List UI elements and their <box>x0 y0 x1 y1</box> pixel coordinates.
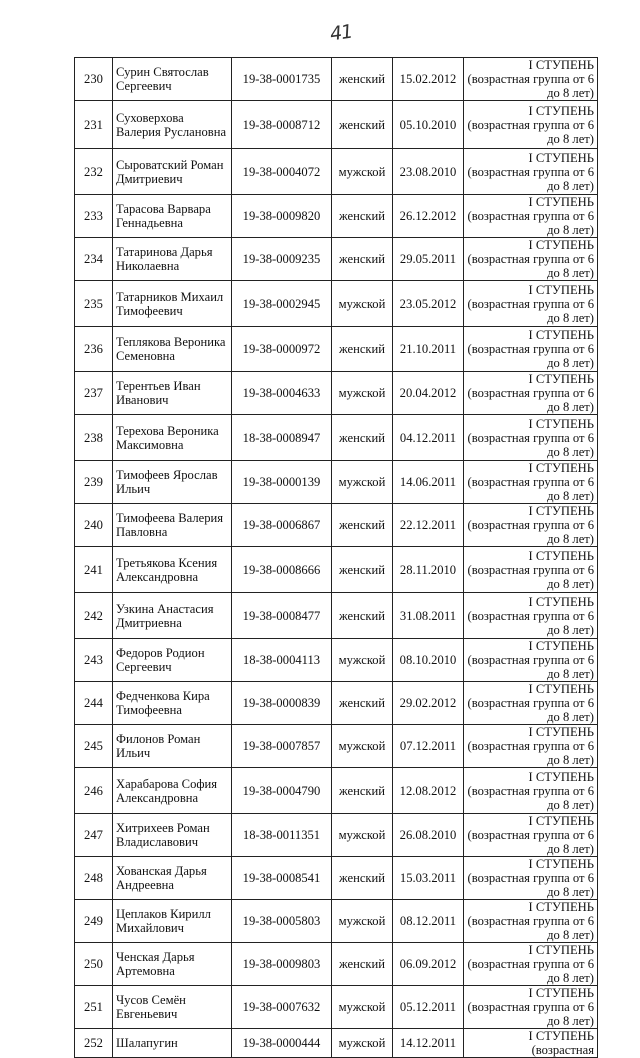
participant-id: 19-38-0007632 <box>232 986 332 1029</box>
table-row <box>75 593 598 639</box>
birth-date: 04.12.2011 <box>393 415 464 461</box>
table-row <box>75 415 598 461</box>
participant-gender: женский <box>332 768 393 814</box>
participant-id: 18-38-0004113 <box>232 639 332 682</box>
level-label: I СТУПЕНЬ (возрастная группа от 6 до 8 лет) <box>464 372 598 415</box>
participant-name: Федоров Родион Сергеевич <box>113 639 232 682</box>
level-label: I СТУПЕНЬ (возрастная группа от 6 до 8 лет) <box>464 149 598 195</box>
participant-id: 19-38-0006867 <box>232 504 332 547</box>
row-number: 233 <box>75 195 113 238</box>
participant-gender: мужской <box>332 639 393 682</box>
table-row <box>75 547 598 593</box>
row-number: 247 <box>75 814 113 857</box>
birth-date: 07.12.2011 <box>393 725 464 768</box>
participant-name: Теплякова Вероника Семеновна <box>113 327 232 372</box>
participant-id: 19-38-0008477 <box>232 593 332 639</box>
level-label: I СТУПЕНЬ (возрастная группа от 6 до 8 лет) <box>464 504 598 547</box>
participant-name: Терентьев Иван Иванович <box>113 372 232 415</box>
level-label: I СТУПЕНЬ (возрастная группа от 6 до 8 лет) <box>464 725 598 768</box>
participant-name: Филонов Роман Ильич <box>113 725 232 768</box>
row-number: 240 <box>75 504 113 547</box>
level-label: I СТУПЕНЬ (возрастная группа от 6 до 8 лет) <box>464 327 598 372</box>
participant-gender: женский <box>332 857 393 900</box>
table-row <box>75 900 598 943</box>
participant-name: Тарасова Варвара Геннадьевна <box>113 195 232 238</box>
participant-name: Сыроватский Роман Дмитриевич <box>113 149 232 195</box>
row-number: 249 <box>75 900 113 943</box>
participant-name: Татарников Михаил Тимофеевич <box>113 281 232 327</box>
birth-date: 08.12.2011 <box>393 900 464 943</box>
row-number: 248 <box>75 857 113 900</box>
participant-name: Суховерхова Валерия Руслановна <box>113 101 232 149</box>
table-row <box>75 504 598 547</box>
level-label: I СТУПЕНЬ (возрастная группа от 6 до 8 лет) <box>464 768 598 814</box>
level-label: I СТУПЕНЬ (возрастная группа от 6 до 8 лет) <box>464 857 598 900</box>
table-row <box>75 814 598 857</box>
participant-name: Хованская Дарья Андреевна <box>113 857 232 900</box>
participant-gender: женский <box>332 327 393 372</box>
birth-date: 05.12.2011 <box>393 986 464 1029</box>
row-number: 252 <box>75 1029 113 1058</box>
participant-gender: мужской <box>332 149 393 195</box>
participant-gender: мужской <box>332 814 393 857</box>
participant-id: 19-38-0004633 <box>232 372 332 415</box>
participant-gender: женский <box>332 682 393 725</box>
birth-date: 22.12.2011 <box>393 504 464 547</box>
table-row <box>75 58 598 101</box>
birth-date: 31.08.2011 <box>393 593 464 639</box>
participant-name: Чусов Семён Евгеньевич <box>113 986 232 1029</box>
participant-gender: женский <box>332 238 393 281</box>
participant-gender: женский <box>332 593 393 639</box>
birth-date: 12.08.2012 <box>393 768 464 814</box>
row-number: 236 <box>75 327 113 372</box>
table-row <box>75 149 598 195</box>
participant-name: Харабарова София Александровна <box>113 768 232 814</box>
row-number: 245 <box>75 725 113 768</box>
participant-name: Тимофеева Валерия Павловна <box>113 504 232 547</box>
participant-name: Ченская Дарья Артемовна <box>113 943 232 986</box>
level-label: I СТУПЕНЬ (возрастная группа от 6 до 8 лет) <box>464 461 598 504</box>
table-row <box>75 461 598 504</box>
participant-id: 19-38-0009820 <box>232 195 332 238</box>
row-number: 244 <box>75 682 113 725</box>
participant-id: 19-38-0000139 <box>232 461 332 504</box>
participant-id: 19-38-0009803 <box>232 943 332 986</box>
level-label: I СТУПЕНЬ (возрастная группа от 6 до 8 лет) <box>464 900 598 943</box>
birth-date: 06.09.2012 <box>393 943 464 986</box>
level-label: I СТУПЕНЬ (возрастная группа от 6 до 8 лет) <box>464 101 598 149</box>
birth-date: 26.12.2012 <box>393 195 464 238</box>
participant-id: 19-38-0001735 <box>232 58 332 101</box>
table-row <box>75 725 598 768</box>
participant-gender: мужской <box>332 986 393 1029</box>
level-label: I СТУПЕНЬ (возрастная группа от 6 до 8 лет) <box>464 195 598 238</box>
level-label: I СТУПЕНЬ (возрастная группа от 6 до 8 лет) <box>464 547 598 593</box>
row-number: 241 <box>75 547 113 593</box>
table-row <box>75 768 598 814</box>
row-number: 235 <box>75 281 113 327</box>
birth-date: 23.08.2010 <box>393 149 464 195</box>
participant-id: 19-38-0000444 <box>232 1029 332 1058</box>
participants-table <box>74 57 598 1058</box>
participant-name: Цеплаков Кирилл Михайлович <box>113 900 232 943</box>
participant-name: Сурин Святослав Сергеевич <box>113 58 232 101</box>
participant-gender: женский <box>332 415 393 461</box>
table-row <box>75 327 598 372</box>
level-label: I СТУПЕНЬ (возрастная группа от 6 до 8 лет) <box>464 238 598 281</box>
row-number: 230 <box>75 58 113 101</box>
row-number: 243 <box>75 639 113 682</box>
level-label: I СТУПЕНЬ (возрастная группа от 6 до 8 лет) <box>464 281 598 327</box>
participant-id: 18-38-0008947 <box>232 415 332 461</box>
row-number: 239 <box>75 461 113 504</box>
table-row <box>75 372 598 415</box>
participant-name: Тимофеев Ярослав Ильич <box>113 461 232 504</box>
participant-id: 19-38-0008541 <box>232 857 332 900</box>
row-number: 246 <box>75 768 113 814</box>
participant-gender: мужской <box>332 900 393 943</box>
row-number: 234 <box>75 238 113 281</box>
participant-name: Третьякова Ксения Александровна <box>113 547 232 593</box>
participant-name: Терехова Вероника Максимовна <box>113 415 232 461</box>
participant-name: Хитрихеев Роман Владиславович <box>113 814 232 857</box>
level-label: I СТУПЕНЬ (возрастная группа от 6 до 8 лет) <box>464 986 598 1029</box>
table-row <box>75 195 598 238</box>
birth-date: 15.02.2012 <box>393 58 464 101</box>
birth-date: 29.02.2012 <box>393 682 464 725</box>
participant-gender: мужской <box>332 725 393 768</box>
birth-date: 21.10.2011 <box>393 327 464 372</box>
participant-id: 19-38-0007857 <box>232 725 332 768</box>
table-row <box>75 639 598 682</box>
birth-date: 29.05.2011 <box>393 238 464 281</box>
participant-name: Шалапугин <box>113 1029 232 1058</box>
level-label: I СТУПЕНЬ (возрастная группа от 6 до 8 лет) <box>464 415 598 461</box>
table-row <box>75 682 598 725</box>
participant-name: Узкина Анастасия Дмитриевна <box>113 593 232 639</box>
row-number: 242 <box>75 593 113 639</box>
page-number: 41 <box>328 20 354 46</box>
participant-gender: мужской <box>332 372 393 415</box>
participant-gender: женский <box>332 943 393 986</box>
participant-id: 19-38-0004072 <box>232 149 332 195</box>
birth-date: 26.08.2010 <box>393 814 464 857</box>
table-row <box>75 101 598 149</box>
participant-id: 19-38-0000839 <box>232 682 332 725</box>
table-row <box>75 857 598 900</box>
level-label: I СТУПЕНЬ (возрастная <box>464 1029 598 1058</box>
table-row <box>75 1029 598 1058</box>
participant-id: 19-38-0005803 <box>232 900 332 943</box>
participant-gender: женский <box>332 58 393 101</box>
participant-gender: мужской <box>332 281 393 327</box>
birth-date: 14.12.2011 <box>393 1029 464 1058</box>
participant-gender: женский <box>332 195 393 238</box>
birth-date: 05.10.2010 <box>393 101 464 149</box>
participant-name: Федченкова Кира Тимофеевна <box>113 682 232 725</box>
participant-gender: женский <box>332 547 393 593</box>
table-row <box>75 281 598 327</box>
participants-table-body <box>75 58 598 1058</box>
birth-date: 08.10.2010 <box>393 639 464 682</box>
row-number: 231 <box>75 101 113 149</box>
participant-id: 19-38-0004790 <box>232 768 332 814</box>
participant-gender: женский <box>332 101 393 149</box>
participant-name: Татаринова Дарья Николаевна <box>113 238 232 281</box>
participant-gender: мужской <box>332 461 393 504</box>
table-row <box>75 238 598 281</box>
level-label: I СТУПЕНЬ (возрастная группа от 6 до 8 лет) <box>464 943 598 986</box>
table-row <box>75 943 598 986</box>
level-label: I СТУПЕНЬ (возрастная группа от 6 до 8 лет) <box>464 58 598 101</box>
participant-gender: женский <box>332 504 393 547</box>
participant-id: 19-38-0009235 <box>232 238 332 281</box>
level-label: I СТУПЕНЬ (возрастная группа от 6 до 8 лет) <box>464 593 598 639</box>
row-number: 251 <box>75 986 113 1029</box>
row-number: 250 <box>75 943 113 986</box>
participant-id: 19-38-0008712 <box>232 101 332 149</box>
participant-id: 19-38-0008666 <box>232 547 332 593</box>
row-number: 232 <box>75 149 113 195</box>
row-number: 238 <box>75 415 113 461</box>
level-label: I СТУПЕНЬ (возрастная группа от 6 до 8 лет) <box>464 814 598 857</box>
participant-id: 19-38-0002945 <box>232 281 332 327</box>
birth-date: 20.04.2012 <box>393 372 464 415</box>
birth-date: 23.05.2012 <box>393 281 464 327</box>
birth-date: 14.06.2011 <box>393 461 464 504</box>
level-label: I СТУПЕНЬ (возрастная группа от 6 до 8 лет) <box>464 639 598 682</box>
row-number: 237 <box>75 372 113 415</box>
participant-id: 19-38-0000972 <box>232 327 332 372</box>
birth-date: 15.03.2011 <box>393 857 464 900</box>
participant-id: 18-38-0011351 <box>232 814 332 857</box>
birth-date: 28.11.2010 <box>393 547 464 593</box>
participant-gender: мужской <box>332 1029 393 1058</box>
table-row <box>75 986 598 1029</box>
level-label: I СТУПЕНЬ (возрастная группа от 6 до 8 лет) <box>464 682 598 725</box>
